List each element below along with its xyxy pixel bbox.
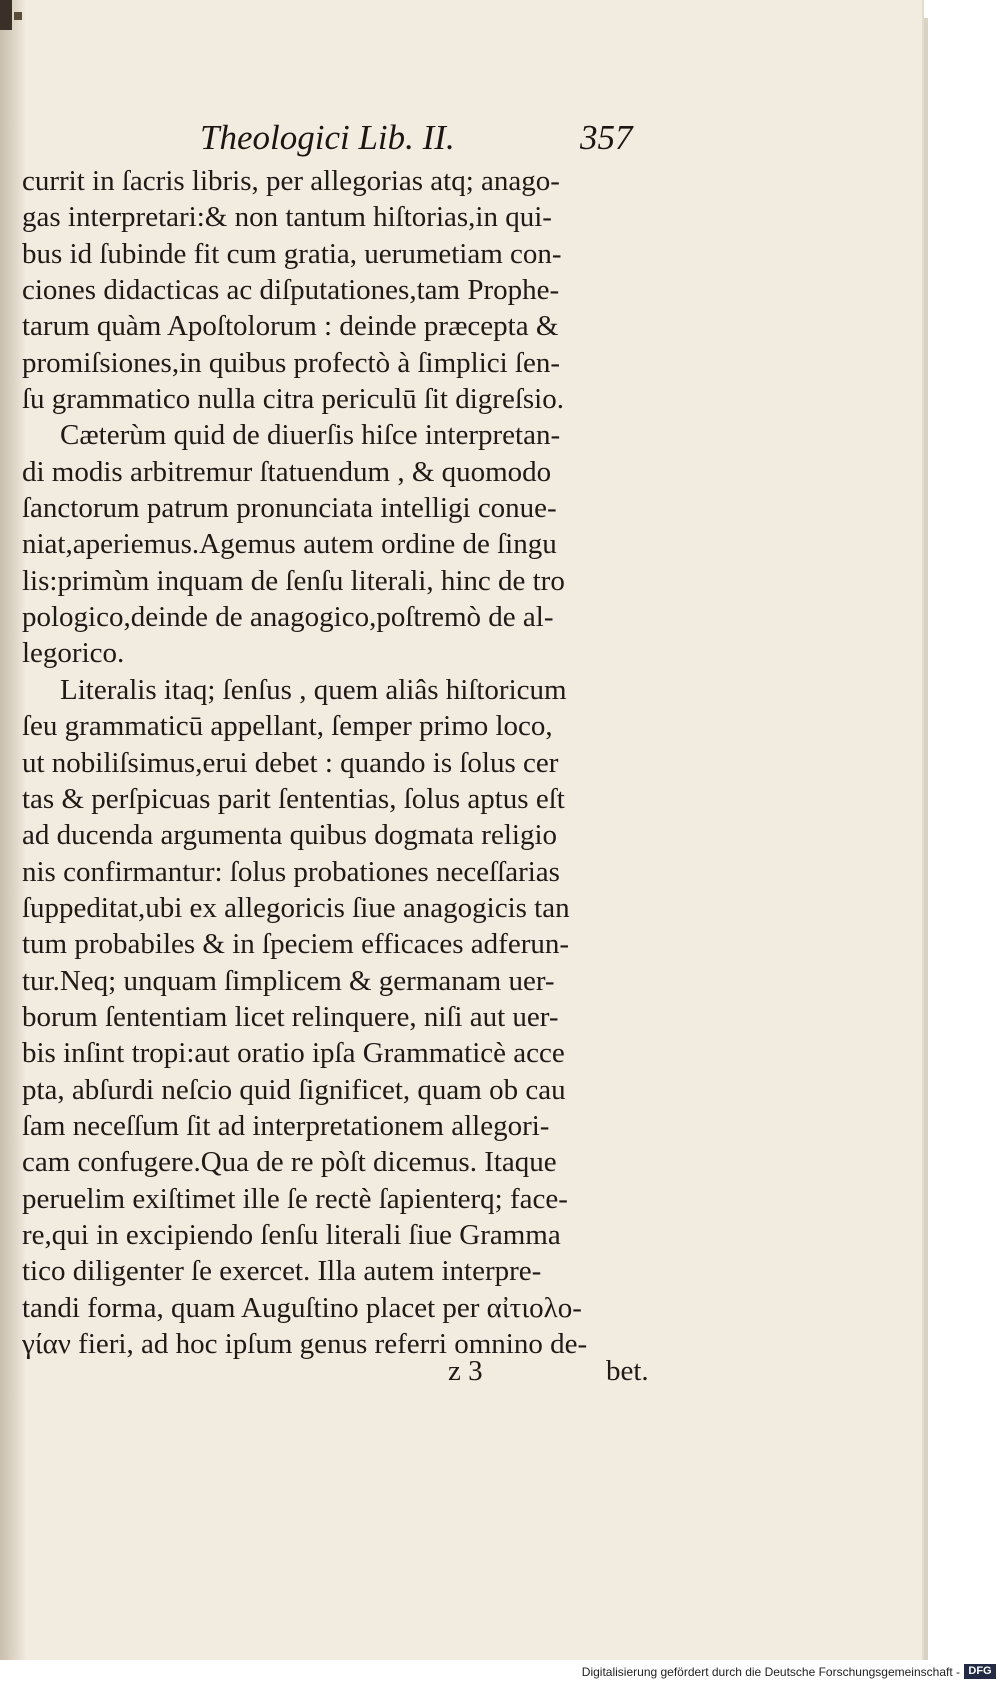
text-line: tandi forma, quam Auguſtino placet per αἰτιολο- <box>22 1291 582 1324</box>
text-line: γίαν fieri, ad hoc ipſum genus referri omnino de- <box>22 1328 588 1360</box>
body-text <box>22 163 672 1362</box>
text-line: nis confirmantur: ſolus probationes neceſſarias <box>22 855 560 888</box>
text-line: ut nobiliſsimus,erui debet : quando is ſolus cer <box>22 746 559 779</box>
text-line: ſu grammatico nulla citra periculū ſit digreſsio. <box>22 383 564 416</box>
page-corner-damage <box>0 0 12 30</box>
paragraph-start-line: Literalis itaq; ſenſus , quem aliâs hiſtoricum <box>60 673 567 706</box>
text-line: promiſsiones,in quibus profectò à ſimplici ſen- <box>22 346 561 379</box>
running-head <box>0 118 924 162</box>
text-line: ciones didacticas ac diſputationes,tam Prophe- <box>22 274 560 307</box>
paragraph-start-line: Cæterùm quid de diuerſis hiſce interpretan- <box>60 419 561 452</box>
text-line: ſanctorum patrum pronunciata intelligi conue- <box>22 492 557 525</box>
text-line: di modis arbitremur ſtatuendum , & quomodo <box>22 455 552 488</box>
catch-row <box>0 1355 924 1391</box>
text-line: cam confugere.Qua de re pòſt dicemus. Itaque <box>22 1146 557 1179</box>
text-line: re,qui in excipiendo ſenſu literali ſiue Gramma <box>22 1218 561 1251</box>
text-line: tas & perſpicuas parit ſententias, ſolus aptus eſt <box>22 782 565 815</box>
funding-credit: Digitalisierung gefördert durch die Deutsche Forschungsgemeinschaft - <box>581 1665 960 1679</box>
text-line: currit in ſacris libris, per allegorias atq; anago- <box>22 165 560 197</box>
text-line: gas interpretari:& non tantum hiſtorias,in qui- <box>22 201 552 234</box>
catchword: bet. <box>606 1355 649 1387</box>
page-number: 357 <box>580 118 633 157</box>
text-line: ſeu grammaticū appellant, ſemper primo loco, <box>22 710 553 743</box>
page-edge <box>924 18 928 1660</box>
text-line: niat,aperiemus.Agemus autem ordine de ſingu <box>22 528 557 561</box>
signature-mark: z 3 <box>448 1355 483 1387</box>
text-line: tur.Neq; unquam ſimplicem & germanam uer- <box>22 964 555 997</box>
text-line: ſam neceſſum ſit ad interpretationem allegori- <box>22 1109 550 1142</box>
text-line: lis:primùm inquam de ſenſu literali, hinc de tro <box>22 564 565 597</box>
text-line: peruelim exiſtimet ille ſe rectè ſapienterq; face- <box>22 1182 568 1215</box>
dfg-logo-icon: DFG <box>964 1664 996 1679</box>
text-line: legorico. <box>22 637 125 670</box>
text-line: tum probabiles & in ſpeciem efficaces adferun- <box>22 928 570 961</box>
page-corner-mark <box>14 12 22 20</box>
text-line: ad ducenda argumenta quibus dogmata religio <box>22 819 557 852</box>
text-line: borum ſententiam licet relinquere, niſi aut uer- <box>22 1000 559 1033</box>
text-line: tarum quàm Apoſtolorum : deinde præcepta & <box>22 310 559 343</box>
text-line: tico diligenter ſe exercet. Illa autem interpre- <box>22 1255 542 1288</box>
text-line: bus id ſubinde fit cum gratia, uerumetiam con- <box>22 237 562 270</box>
text-line: bis inſint tropi:aut oratio ipſa Grammaticè acce <box>22 1037 565 1070</box>
text-line: ſuppeditat,ubi ex allegoricis ſiue anagogicis tan <box>22 891 570 924</box>
text-line: pologico,deinde de anagogico,poſtremò de al- <box>22 601 554 634</box>
running-head-title: Theologici Lib. II. <box>200 118 455 157</box>
text-line: pta, abſurdi neſcio quid ſignificet, quam ob cau <box>22 1073 566 1106</box>
footer-bar <box>0 1660 1000 1684</box>
